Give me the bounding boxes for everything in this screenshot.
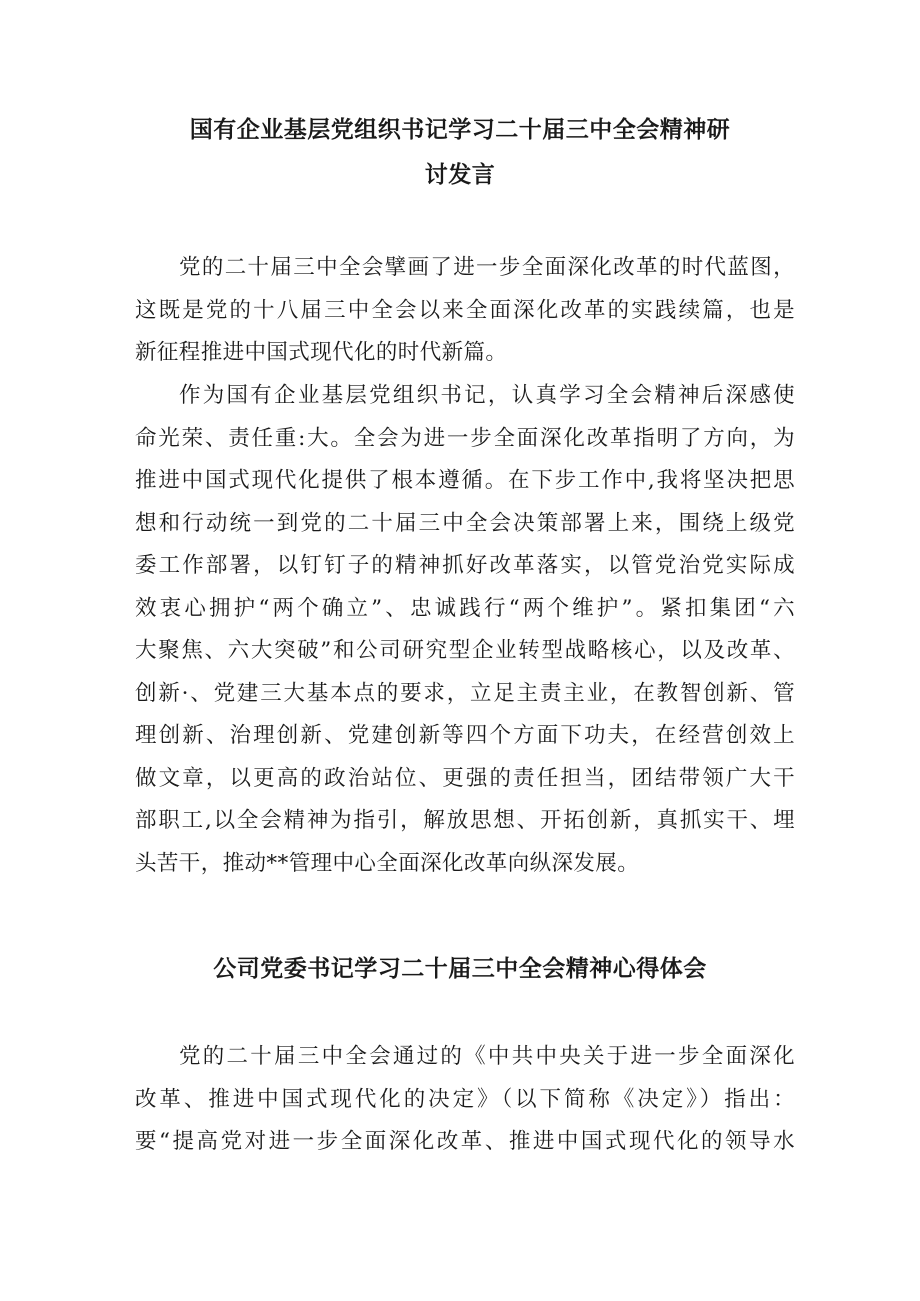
text-line: 作为国有企业基层党组织书记，认真学习全会精神后深感使 bbox=[179, 383, 795, 408]
text-line: 理创新、治理创新、党建创新等四个方面下功夫，在经营创效上 bbox=[135, 723, 795, 748]
text-line: 命光荣、责任重:大。全会为进一步全面深化改革指明了方向，为 bbox=[135, 425, 795, 451]
text-line: 推进中国式现代化提供了根本遵循。在下步工作中,我将坚决把思 bbox=[135, 468, 795, 493]
section-1-paragraph-1 bbox=[135, 247, 795, 375]
text-line: 党的二十届三中全会通过的《中共中央关于进一步全面深化 bbox=[179, 1044, 795, 1069]
section-2-title bbox=[120, 947, 800, 992]
section-1-title bbox=[120, 108, 800, 198]
text-line: 改革、推进中国式现代化的决定》（以下简称《决定》）指出： bbox=[135, 1086, 795, 1112]
text-line: 党的二十届三中全会擘画了进一步全面深化改革的时代蓝图， bbox=[179, 255, 795, 280]
text-line: 想和行动统一到党的二十届三中全会决策部署上来，围绕上级党 bbox=[135, 510, 795, 536]
text-line: 头苦干，推动**管理中心全面深化改革向纵深发展。 bbox=[135, 850, 640, 876]
section-1-title-line: 讨发言 bbox=[424, 162, 496, 188]
text-line: 这既是党的十八届三中全会以来全面深化改革的实践续篇，也是 bbox=[135, 297, 795, 323]
text-line: 大聚焦、六大突破”和公司研究型企业转型战略核心，以及改革、 bbox=[135, 638, 795, 663]
section-2-paragraph-1 bbox=[135, 1036, 795, 1164]
section-1-paragraph-2 bbox=[135, 375, 795, 885]
text-line: 部职工,以全会精神为指引，解放思想、开拓创新，真抓实干、埋 bbox=[135, 808, 795, 833]
section-2-title-line: 公司党委书记学习二十届三中全会精神心得体会 bbox=[213, 956, 707, 982]
text-line: 创新·、党建三大基本点的要求，立足主责主业，在教智创新、管 bbox=[135, 680, 795, 706]
section-1-title-line: 国有企业基层党组织书记学习二十届三中全会精神研 bbox=[189, 117, 731, 143]
text-line: 委工作部署，以钉钉子的精神抓好改革落实，以管党治党实际成 bbox=[135, 553, 795, 578]
text-line: 新征程推进中国式现代化的时代新篇。 bbox=[135, 340, 508, 365]
text-line: 要“提高党对进一步全面深化改革、推进中国式现代化的领导水 bbox=[135, 1129, 795, 1154]
text-line: 做文章，以更高的政治站位、更强的责任担当，团结带领广大干 bbox=[135, 765, 795, 791]
text-line: 效衷心拥护“两个确立”、忠诚践行“两个维护”。紧扣集团“六 bbox=[135, 595, 795, 621]
